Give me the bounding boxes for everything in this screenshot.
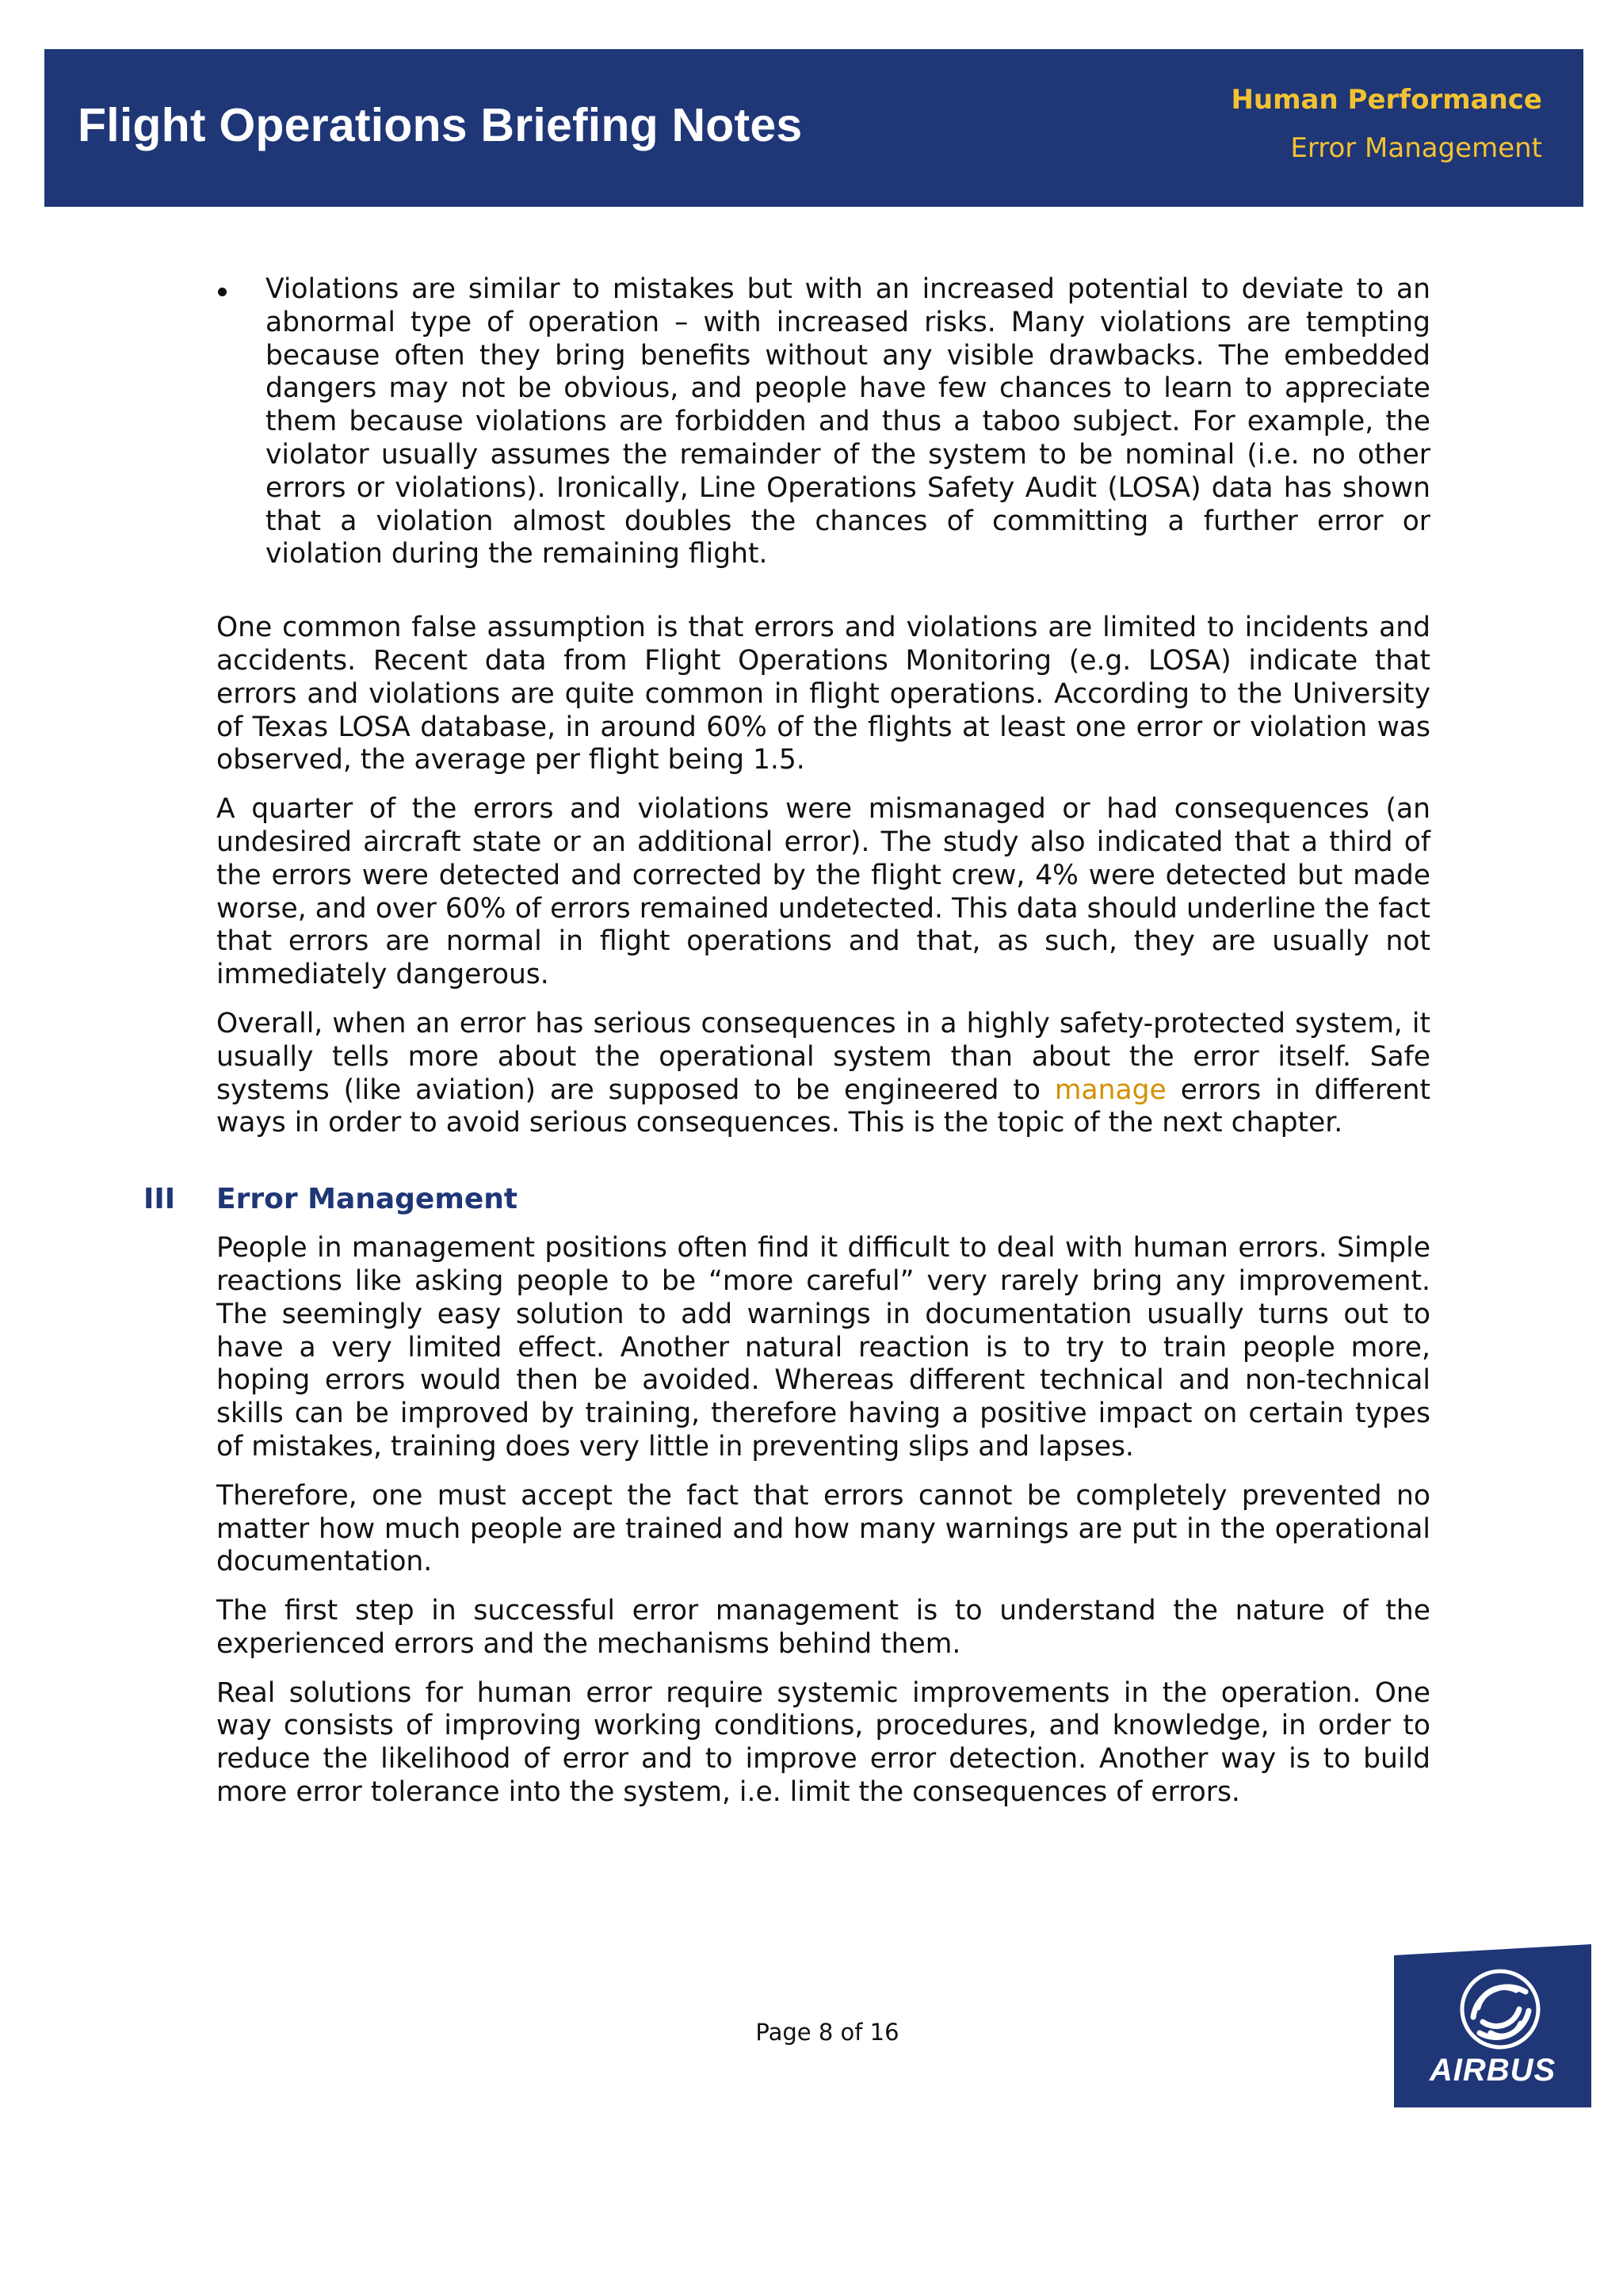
header-subcategory: Error Management	[1290, 132, 1542, 164]
page-content	[143, 273, 1431, 1825]
header-band	[44, 49, 1583, 207]
highlight-word: manage	[1054, 1074, 1167, 1106]
paragraph: Therefore, one must accept the fact that errors cannot be completely prevented no matter how much people are trained and how many warnings are put in the operational documentation.	[216, 1479, 1430, 1578]
paragraph-text: Overall, when an error has serious consequences in a highly safety-protected system, it usually tells more about the operational system than about the error itself. Safe systems (like aviation) are supposed to be engineered to	[216, 1007, 1430, 1106]
page-number: Page 8 of 16	[755, 2019, 899, 2046]
logo-text: AIRBUS	[1429, 2053, 1556, 2088]
bullet-dot-icon	[218, 288, 227, 296]
paragraph: A quarter of the errors and violations were mismanaged or had consequences (an undesired aircraft state or an additional error). The study also indicated that a third of the errors were detected and corrected by the flight crew, 4% were detected but made worse, and over 60% of errors remained undetected. This data should underline the fact that errors are normal in flight operations and that, as such, they are usually not immediately dangerous.	[216, 793, 1430, 991]
paragraph-text: errors in different ways in order to avoid serious consequences. This is the topic of the next chapter.	[216, 1074, 1431, 1139]
paragraph: The first step in successful error management is to understand the nature of the experienced errors and the mechanisms behind them.	[216, 1595, 1430, 1660]
bullet-item	[216, 273, 1430, 571]
section-number: III	[143, 1183, 176, 1216]
section-heading	[143, 1183, 1430, 1218]
airbus-logo	[1394, 1944, 1591, 2107]
document-title: Flight Operations Briefing Notes	[78, 99, 803, 151]
paragraph: People in management positions often find it difficult to deal with human errors. Simple reactions like asking people to be “more careful” very rarely bring any improvement. The seemingly easy solution to add warnings in documentation usually turns out to have a very limited effect. Another natural reaction is to try to train people more, hoping errors would then be avoided. Whereas different technical and non-technical skills can be improved by training, therefore having a positive impact on certain types of mistakes, training does very little in preventing slips and lapses.	[216, 1232, 1430, 1463]
bullet-text: Violations are similar to mistakes but with an increased potential to deviate to an abnormal type of operation – with increased risks. Many violations are tempting because often they bring benefits without any visible drawbacks. The embedded dangers may not be obvious, and people have few chances to learn to appreciate them because violations are forbidden and thus a taboo subject. For example, the violator usually assumes the remainder of the system to be nominal (i.e. no other errors or violations). Ironically, Line Operations Safety Audit (LOSA) data has shown that a violation almost doubles the chances of committing a further error or violation during the remaining flight.	[265, 273, 1430, 570]
section-title: Error Management	[216, 1183, 518, 1216]
paragraph: One common false assumption is that errors and violations are limited to incidents and accidents. Recent data from Flight Operations Monitoring (e.g. LOSA) indicate that errors and violations are quite common in flight operations. According to the University of Texas LOSA database, in around 60% of the flights at least one error or violation was observed, the average per flight being 1.5.	[216, 612, 1430, 776]
paragraph: Real solutions for human error require systemic improvements in the operation. One way consists of improving working conditions, procedures, and knowledge, in order to reduce the likelihood of error and to improve error detection. Another way is to build more error tolerance into the system, i.e. limit the consequences of errors.	[216, 1676, 1430, 1809]
paragraph-overall	[216, 1008, 1430, 1140]
header-category: Human Performance	[1231, 84, 1542, 116]
